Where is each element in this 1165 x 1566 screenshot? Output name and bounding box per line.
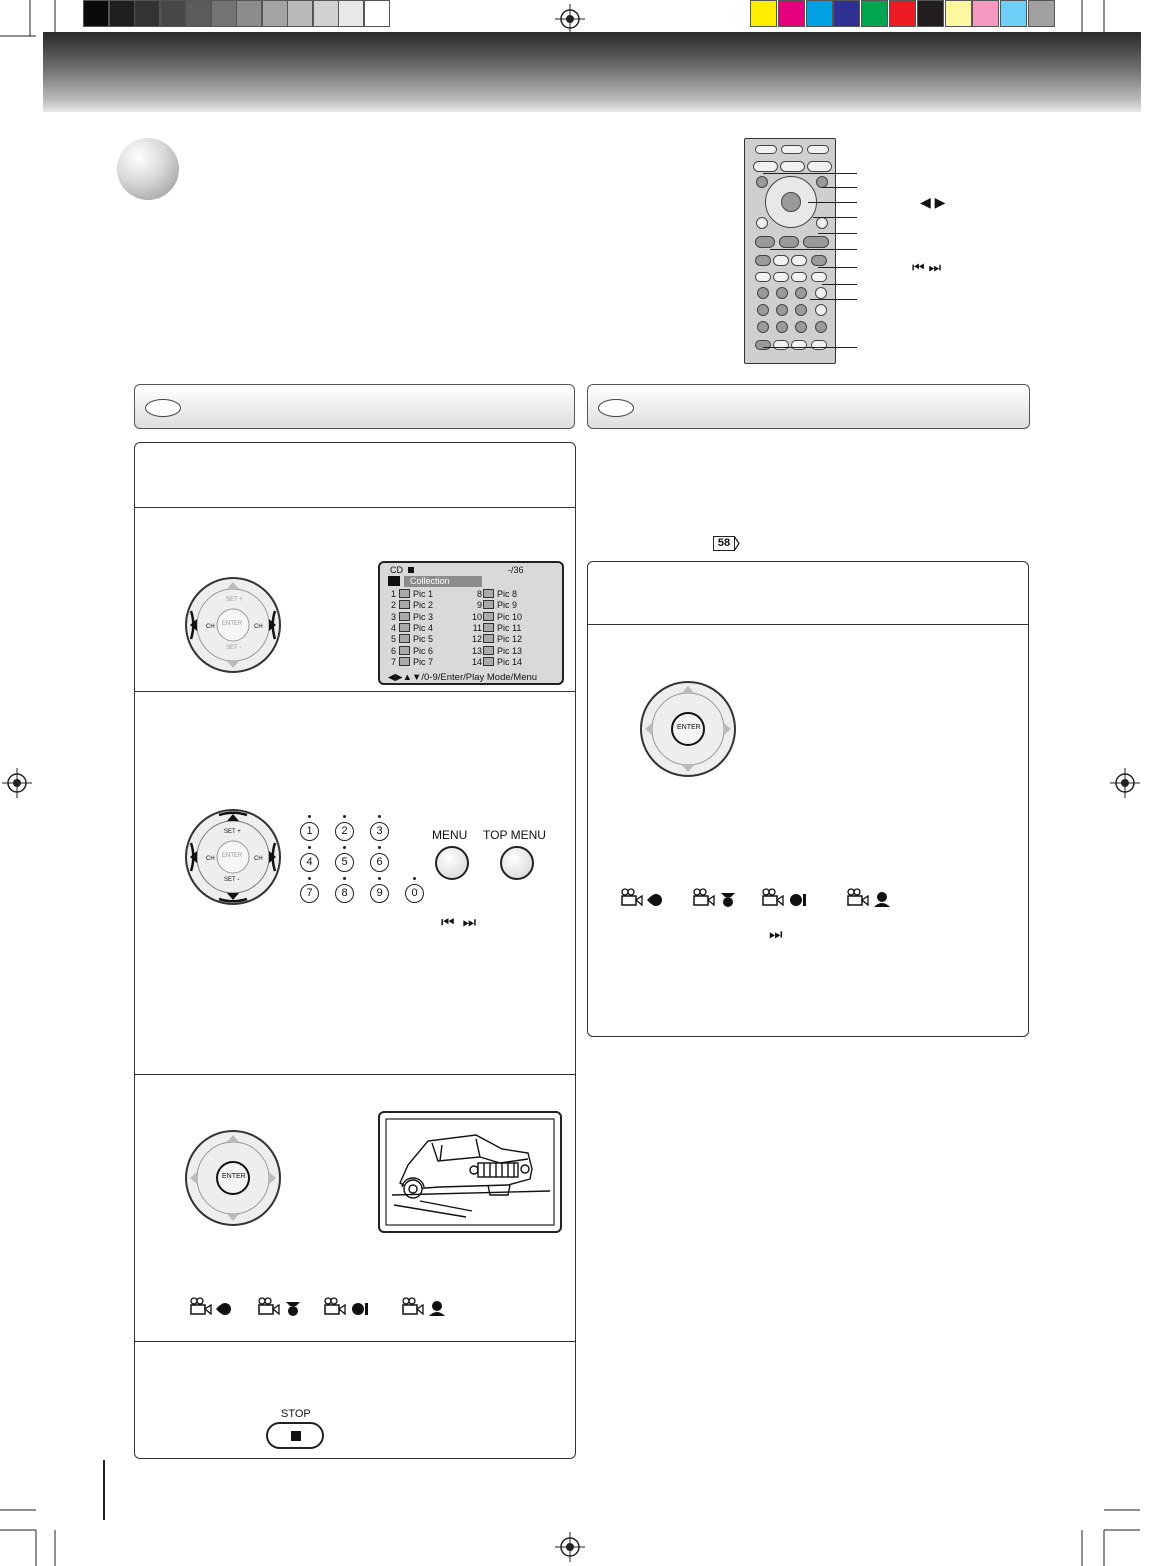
osd-item-label: Pic 10 [497,611,523,622]
step-divider-1 [135,507,575,508]
top-menu-button [500,846,534,880]
car-picture-icon [380,1113,560,1231]
osd-item-number: 9 [476,600,482,611]
remote-leader-6 [770,249,857,250]
remote-leader-4 [813,217,857,218]
stop-label: STOP [281,1408,311,1420]
osd-item-number: 12 [471,634,482,645]
picture-thumb-icon [399,646,410,655]
osd-item-label: Pic 8 [497,589,518,599]
osd-item-number: 11 [472,622,482,633]
osd-item-number: 2 [390,600,396,611]
osd-item [396,612,433,622]
stop-square-icon [408,567,414,573]
osd-item-label: Pic 1 [413,589,434,599]
remote-leader-9 [810,299,857,300]
picture-thumb-icon [483,600,494,609]
osd-item [396,589,433,599]
osd-picture-list [378,561,564,685]
remote-leader-2 [822,187,857,188]
picture-thumb-icon [483,634,494,643]
number-key-7: 7 [300,884,319,903]
step-divider-right-1 [588,624,1028,625]
dpad-right-enter: ENTER [677,724,701,731]
picture-thumb-icon [483,589,494,598]
osd-item-label: Pic 13 [497,645,523,656]
osd-item-label: Pic 6 [413,645,434,656]
camera-angle-icon [847,888,893,908]
steps-panel-right [587,561,1029,1037]
menu-button [435,846,469,880]
stop-button [266,1422,324,1449]
camera-angle-icon [402,1297,448,1317]
camera-angle-icon [621,888,667,908]
number-key-3: 3 [370,822,389,841]
number-key-4: 4 [300,853,319,872]
skip-buttons-glyph: ⏮ ⏭ [441,914,479,931]
osd-item [480,657,522,667]
osd-item [396,657,433,667]
remote-label-arrows: ◀ ▶ [920,194,946,210]
remote-leader-7 [818,267,857,268]
osd-item-label: Pic 2 [413,600,434,611]
camera-angle-icon [190,1297,236,1317]
picture-thumb-icon [399,589,410,598]
number-key-0: 0 [405,884,424,903]
osd-item-number: 10 [471,611,482,622]
osd-item-number: 13 [471,645,482,656]
page-reference-arrow-icon [734,536,740,551]
disc-type-badge-left [145,399,181,417]
number-key-8: 8 [335,884,354,903]
camera-angle-icon [324,1297,370,1317]
remote-leader-3 [808,202,857,203]
osd-item [480,612,522,622]
osd-count: -/36 [508,565,524,575]
picture-thumb-icon [483,646,494,655]
section-bar-left [134,384,575,429]
header-band [43,32,1141,112]
remote-leader-1 [763,173,857,174]
folder-icon [388,576,400,586]
dpad-step2-enter: ENTER [222,621,243,627]
osd-item-number: 14 [471,656,482,667]
osd-item-number: 4 [390,622,396,633]
number-key-9: 9 [370,884,389,903]
osd-item [396,646,433,656]
picture-thumb-icon [483,612,494,621]
picture-thumb-icon [483,623,494,632]
osd-footer: ◀▶▲▼/0-9/Enter/Play Mode/Menu [388,672,538,683]
remote-control [744,138,836,364]
picture-thumb-icon [399,600,410,609]
dpad-step2-set-minus: SET - [226,645,242,651]
osd-item [480,589,517,599]
osd-item-number: 6 [390,645,396,656]
camera-angle-icon [258,1297,304,1317]
osd-item [396,623,433,633]
camera-angle-icon [693,888,739,908]
dpad-step2-set-plus: SET + [226,597,243,603]
osd-item [480,646,522,656]
osd-item-number: 1 [390,589,396,599]
picture-thumb-icon [399,623,410,632]
remote-leader-8 [822,284,857,285]
dpad-step3-enter: ENTER [222,853,243,859]
osd-folder-name: Collection [404,576,482,587]
osd-item [480,623,521,633]
menu-label: MENU [432,828,468,842]
osd-item-label: Pic 12 [497,634,523,645]
osd-item [480,634,522,644]
step-divider-3 [135,1074,575,1075]
remote-leader-5 [818,233,857,234]
osd-item-label: Pic 4 [413,622,434,633]
disc-type-badge-right [598,399,634,417]
osd-item-number: 3 [390,611,396,622]
camera-angle-icon [762,888,808,908]
picture-thumb-icon [399,657,410,666]
osd-item-number: 8 [476,589,482,599]
osd-item-label: Pic 9 [497,600,518,611]
osd-item-number: 5 [390,634,396,645]
top-menu-label: TOP MENU [483,828,546,842]
step-divider-2 [135,691,575,692]
osd-item-label: Pic 11 [497,622,522,633]
dpad-step4-enter: ENTER [222,1173,246,1180]
next-glyph: ⏭ [769,926,785,943]
dpad-step3-set-minus: SET - [224,877,240,883]
dpad-step2-ch-minus: CH [206,624,215,630]
remote-label-skip: ⏮ ⏭ [912,259,942,275]
osd-item-label: Pic 14 [497,656,523,667]
tv-picture-frame [378,1111,562,1233]
step-divider-4 [135,1341,575,1342]
dpad-step3-ch-plus: CH [254,856,263,862]
section-bar-right [587,384,1030,429]
remote-leader-10 [763,347,857,348]
number-key-5: 5 [335,853,354,872]
osd-item [396,634,433,644]
osd-item-label: Pic 7 [413,656,434,667]
number-key-6: 6 [370,853,389,872]
osd-header [390,565,414,575]
osd-item [396,600,433,610]
osd-disc-label: CD [390,565,403,575]
number-key-2: 2 [335,822,354,841]
number-key-1: 1 [300,822,319,841]
osd-item-label: Pic 5 [413,634,434,645]
picture-thumb-icon [399,612,410,621]
osd-item-number: 7 [390,656,396,667]
page-reference-58: 58 [713,536,735,551]
picture-thumb-icon [399,634,410,643]
section-sphere-icon [117,138,179,200]
dpad-step3-set-plus: SET + [224,829,241,835]
osd-item [480,600,517,610]
dpad-step2-ch-plus: CH [254,624,263,630]
dpad-step3-ch-minus: CH [206,856,215,862]
osd-item-label: Pic 3 [413,611,434,622]
picture-thumb-icon [483,657,494,666]
